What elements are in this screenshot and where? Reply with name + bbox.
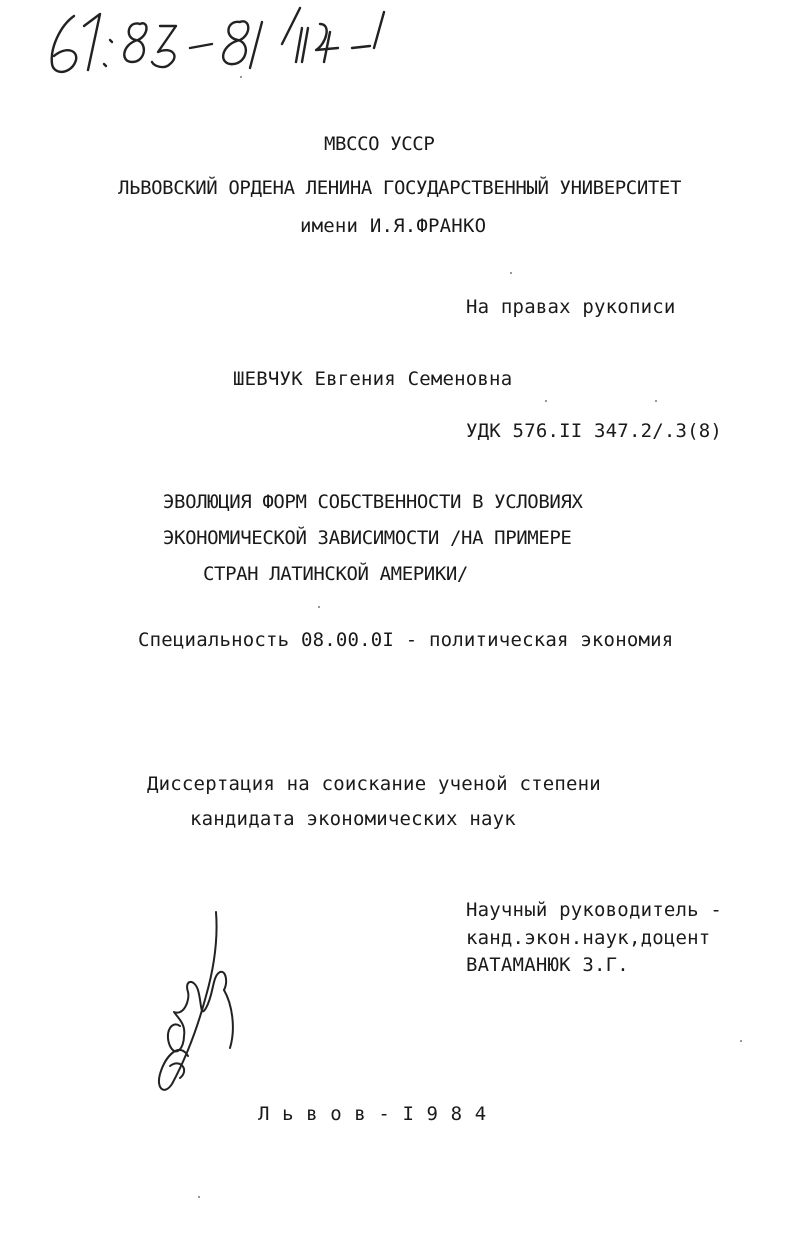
advisor-degree: канд.экон.наук,доцент	[466, 927, 711, 949]
speck	[318, 606, 320, 608]
university-heading: ЛЬВОВСКИЙ ОРДЕНА ЛЕНИНА ГОСУДАРСТВЕННЫЙ УНИВЕРСИТЕТ	[118, 177, 681, 199]
university-name: имени И.Я.ФРАНКО	[300, 215, 487, 237]
speck	[740, 1040, 742, 1042]
specialty: Специальность 08.00.0I - политическая экономия	[138, 629, 674, 651]
title-line-1: ЭВОЛЮЦИЯ ФОРМ СОБСТВЕННОСТИ В УСЛОВИЯХ	[163, 491, 583, 513]
author-name: ШЕВЧУК Евгения Семеновна	[233, 368, 513, 390]
faint-dotted-line	[185, 746, 565, 748]
speck	[240, 76, 242, 78]
handwritten-archive-number	[40, 4, 400, 80]
advisor-name: ВАТАМАНЮК З.Г.	[466, 954, 629, 976]
speck	[510, 272, 512, 274]
title-line-3: СТРАН ЛАТИНСКОЙ АМЕРИКИ/	[203, 563, 468, 585]
speck	[545, 400, 547, 402]
dissertation-line-1: Диссертация на соискание ученой степени	[147, 773, 601, 795]
speck	[655, 400, 657, 402]
handwritten-signature	[150, 908, 260, 1098]
signature-drawing	[150, 908, 260, 1098]
dissertation-line-2: кандидата экономических наук	[190, 808, 516, 830]
city-year: Л ь в о в - I 9 8 4	[258, 1103, 487, 1125]
advisor-role: Научный руководитель -	[466, 899, 723, 921]
ministry-heading: МВССО УССР	[324, 133, 435, 155]
manuscript-rights: На правах рукописи	[466, 296, 676, 318]
handwritten-archive-number-drawing	[40, 4, 400, 80]
udc-code: УДК 576.II 347.2/.3(8)	[466, 420, 723, 442]
speck	[198, 1196, 200, 1198]
title-line-2: ЭКОНОМИЧЕСКОЙ ЗАВИСИМОСТИ /НА ПРИМЕРЕ	[163, 527, 572, 549]
